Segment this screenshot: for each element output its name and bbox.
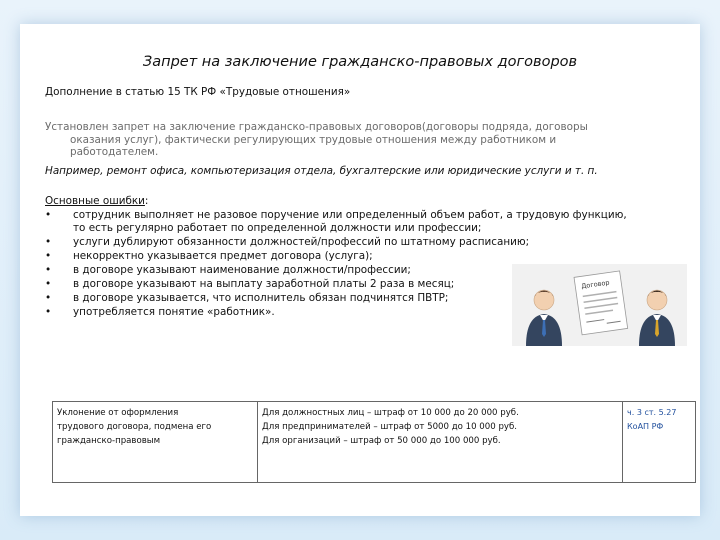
list-item-text: услуги дублируют обязанности должностей/профессий по штатному расписанию; [73,236,530,248]
slide [20,24,700,516]
people-contract-icon [512,264,687,346]
intro-line: Установлен запрет на заключение гражданско-правовых договоров(договоры подряда, договоры [45,121,588,133]
example-text: Например, ремонт офиса, компьютеризация отдела, бухгалтерские или юридические услуги и т. п. [45,165,598,177]
article-cell [623,402,696,483]
contract-label: Договор [580,278,611,291]
list-item [45,235,695,249]
list-item-text: некорректно указывается предмет договора (услуга); [73,250,373,262]
intro-line: работодателем. [70,146,159,158]
violation-cell [53,402,258,483]
slide-title: Запрет на заключение гражданско-правовых договоров [142,54,578,70]
intro-line: оказания услуг), фактически регулирующих трудовые отношения между работником и [70,133,557,146]
bullet-glyph: • [45,264,52,276]
fine-line: Для должностных лиц – штраф от 10 000 до 20 000 руб. [262,408,519,418]
table-row [53,402,696,483]
list-item [45,249,695,263]
bullet-glyph: • [45,250,52,262]
fine-line: Для предпринимателей – штраф от 5000 до 10 000 руб. [262,422,518,432]
bullet-glyph: • [45,292,52,304]
fines-cell [258,402,623,483]
violation-line: трудового договора, подмена его [57,422,212,432]
bullet-glyph: • [45,306,52,318]
bullet-glyph: • [45,236,52,248]
subtitle: Дополнение в статью 15 ТК РФ «Трудовые отношения» [45,86,351,98]
violation-line: гражданско-правовым [57,436,161,446]
list-item-text: в договоре указывают наименование должности/профессии; [73,264,411,276]
errors-header-colon: : [144,195,149,207]
article-line: КоАП РФ [627,422,664,431]
bullet-glyph: • [45,209,52,221]
list-item-text: в договоре указывается, что исполнитель обязан подчинятся ПВТР; [73,292,449,304]
errors-header: Основные ошибки [45,195,145,207]
violation-line: Уклонение от оформления [57,408,179,418]
list-item-text: употребляется понятие «работник». [73,306,275,318]
list-item-text: в договоре указывают на выплату заработной платы 2 раза в месяц; [73,278,455,290]
list-item [45,208,695,222]
article-line: ч. 3 ст. 5.27 [627,408,677,417]
bullet-glyph: • [45,278,52,290]
list-item-continuation: то есть регулярно работает по определенной должности или профессии; [73,222,482,234]
contract-illustration [512,264,687,346]
errors-header-row [45,194,695,208]
intro-paragraph [45,121,685,159]
fine-line: Для организаций – штраф от 50 000 до 100 000 руб. [262,436,501,446]
list-item-text: сотрудник выполняет не разовое поручение или определенный объем работ, а трудовую функцию, [73,209,627,221]
fines-table [52,401,696,483]
